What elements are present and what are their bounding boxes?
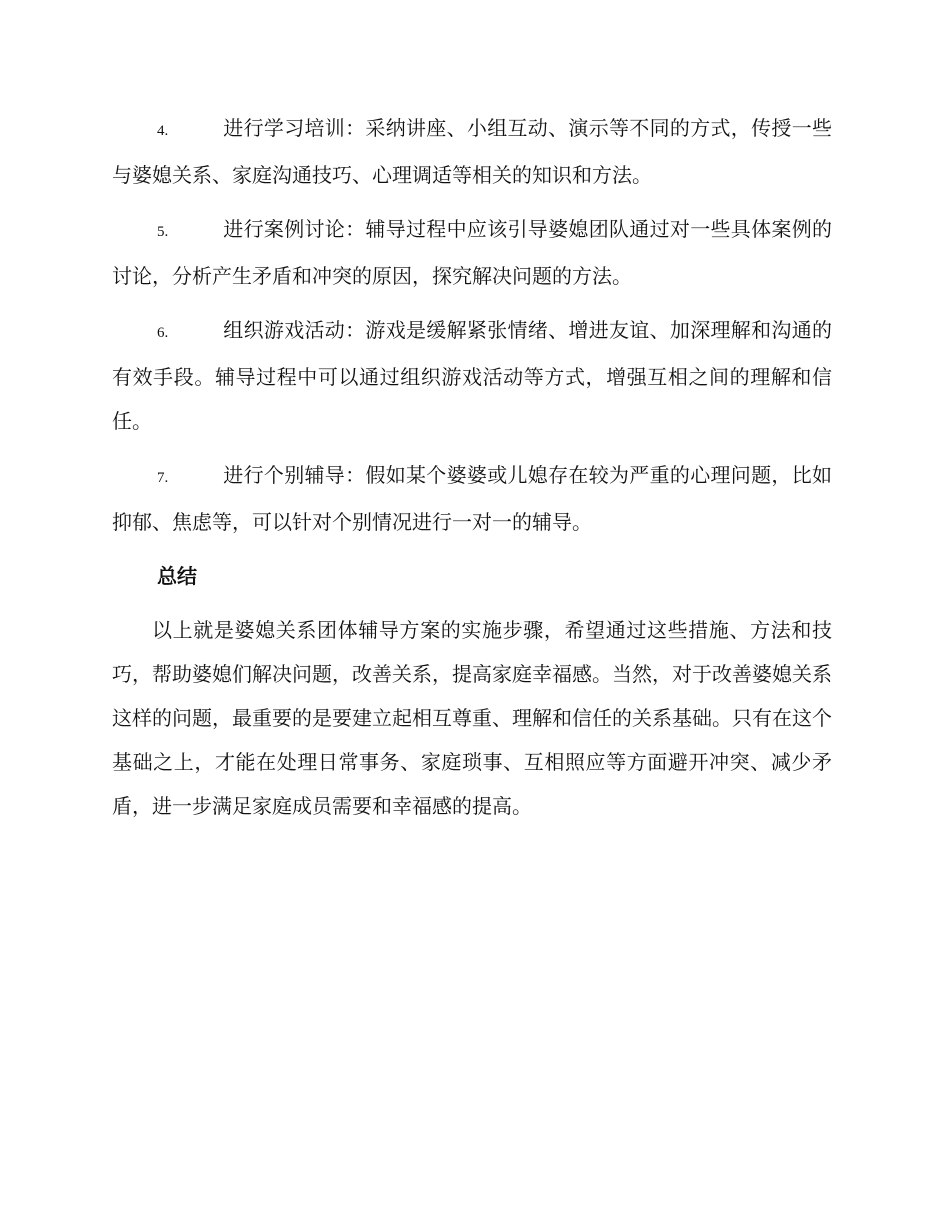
summary-heading: 总结 — [157, 564, 197, 588]
list-item-number: 7. — [157, 470, 169, 486]
list-item-4 — [112, 106, 832, 197]
list-item-number: 5. — [157, 224, 169, 240]
list-item-7 — [112, 453, 832, 544]
list-item-text: 进行个别辅导：假如某个婆婆或儿媳存在较为严重的心理问题，比如抑郁、焦虑等，可以针对个别情况进行一对一的辅导。 — [112, 463, 832, 534]
summary-paragraph: 以上就是婆媳关系团体辅导方案的实施步骤，希望通过这些措施、方法和技巧，帮助婆媳们解决问题，改善关系，提高家庭幸福感。当然，对于改善婆媳关系这样的问题，最重要的是要建立起相互尊重、理解和信任的关系基础。只有在这个基础之上，才能在处理日常事务、家庭琐事、互相照应等方面避开冲突、减少矛盾，进一步满足家庭成员需要和幸福感的提高。 — [112, 618, 832, 818]
list-item-number: 4. — [157, 123, 169, 139]
list-item-6 — [112, 308, 832, 443]
list-item-5 — [112, 207, 832, 298]
list-item-text: 进行学习培训：采纳讲座、小组互动、演示等不同的方式，传授一些与婆媳关系、家庭沟通技巧、心理调适等相关的知识和方法。 — [112, 116, 832, 187]
document-page — [112, 106, 832, 828]
list-item-text: 组织游戏活动：游戏是缓解紧张情绪、增进友谊、加深理解和沟通的有效手段。辅导过程中可以通过组织游戏活动等方式，增强互相之间的理解和信任。 — [112, 318, 832, 433]
list-item-number: 6. — [157, 325, 169, 341]
list-item-text: 进行案例讨论：辅导过程中应该引导婆媳团队通过对一些具体案例的讨论，分析产生矛盾和冲突的原因，探究解决问题的方法。 — [112, 217, 832, 288]
